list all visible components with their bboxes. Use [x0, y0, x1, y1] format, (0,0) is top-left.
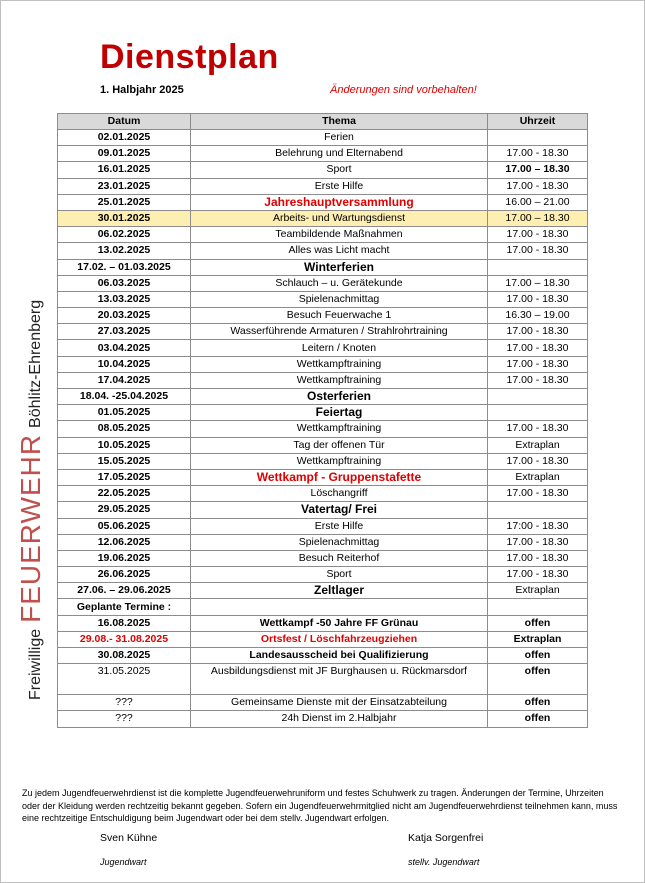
cell-date: 03.04.2025: [58, 340, 191, 356]
table-row: [58, 695, 588, 711]
table-row: [58, 550, 588, 566]
table-row: [58, 194, 588, 210]
cell-date: 17.02. – 01.03.2025: [58, 259, 191, 275]
cell-time: 17.00 - 18.30: [488, 146, 588, 162]
cell-date: 15.05.2025: [58, 453, 191, 469]
cell-topic: Leitern / Knoten: [191, 340, 488, 356]
table-row: [58, 178, 588, 194]
cell-time: 17.00 – 18.30: [488, 162, 588, 178]
cell-time: 17:00 - 18.30: [488, 518, 588, 534]
cell-time: offen: [488, 695, 588, 711]
cell-time: [488, 389, 588, 405]
table-row: [58, 486, 588, 502]
footer-notice: Zu jedem Jugendfeuerwehrdienst ist die komplette Jugendfeuerwehruniform und festes Schuhwerk zu tragen. Änderungen der Termine, Uhrzeiten oder der Kleidung werden rechtzeitig bekannt gegeben. Sofern ein Jugendfeuerwehrmitglied nicht am Jugendfeuerwehrdienst teilnehmen kann, muss eine rechtzeitige Entschuldigung beim Jugendwart oder bei dem stellv. Jugendwart erfolgen.: [22, 788, 618, 823]
table-row: [58, 130, 588, 146]
table-row: [58, 291, 588, 307]
table-row: [58, 389, 588, 405]
cell-time: 17.00 - 18.30: [488, 372, 588, 388]
cell-time: [488, 130, 588, 146]
column-header-time: Uhrzeit: [488, 114, 588, 130]
cell-date: ???: [58, 711, 191, 727]
vertical-label-line3: Böhlitz-Ehrenberg: [27, 299, 44, 428]
cell-topic: Wettkampftraining: [191, 356, 488, 372]
column-header-date: Datum: [58, 114, 191, 130]
cell-date: 23.01.2025: [58, 178, 191, 194]
signer2-name: Katja Sorgenfrei: [408, 832, 484, 844]
cell-topic: Schlauch – u. Gerätekunde: [191, 275, 488, 291]
cell-topic: Feiertag: [191, 405, 488, 421]
cell-topic: Gemeinsame Dienste mit der Einsatzabteilung: [191, 695, 488, 711]
cell-date: 16.08.2025: [58, 615, 191, 631]
table-row: [58, 227, 588, 243]
cell-date: 09.01.2025: [58, 146, 191, 162]
table-row: [58, 340, 588, 356]
cell-date: 27.06. – 29.06.2025: [58, 583, 191, 599]
cell-topic: Wettkampftraining: [191, 372, 488, 388]
cell-topic: Spielenachmittag: [191, 534, 488, 550]
cell-topic: Wettkampf - Gruppenstafette: [191, 469, 488, 485]
table-row: [58, 405, 588, 421]
half-year-label: 1. Halbjahr 2025: [100, 84, 184, 96]
cell-date: 12.06.2025: [58, 534, 191, 550]
cell-time: 17.00 - 18.30: [488, 486, 588, 502]
table-row: [58, 275, 588, 291]
cell-topic: Ferien: [191, 130, 488, 146]
table-row: [58, 664, 588, 695]
table-row-highlighted: [58, 210, 588, 226]
table-row: [58, 437, 588, 453]
cell-topic: Erste Hilfe: [191, 178, 488, 194]
cell-topic: Tag der offenen Tür: [191, 437, 488, 453]
vertical-label-line1: Freiwillige: [27, 628, 44, 700]
cell-topic: Ausbildungsdienst mit JF Burghausen u. Rückmarsdorf: [191, 664, 488, 695]
cell-topic: Sport: [191, 567, 488, 583]
cell-date: 06.03.2025: [58, 275, 191, 291]
cell-time: 17.00 - 18.30: [488, 567, 588, 583]
cell-time: [488, 502, 588, 518]
table-row: [58, 469, 588, 485]
cell-date: 10.05.2025: [58, 437, 191, 453]
table-row: [58, 453, 588, 469]
cell-time: offen: [488, 664, 588, 695]
cell-time: Extraplan: [488, 631, 588, 647]
cell-date: 20.03.2025: [58, 308, 191, 324]
cell-time: 17.00 - 18.30: [488, 340, 588, 356]
cell-date: 13.02.2025: [58, 243, 191, 259]
table-row: [58, 534, 588, 550]
cell-date: 25.01.2025: [58, 194, 191, 210]
table-header-row: [58, 114, 588, 130]
cell-topic: Arbeits- und Wartungsdienst: [191, 210, 488, 226]
column-header-topic: Thema: [191, 114, 488, 130]
cell-topic: Wettkampf -50 Jahre FF Grünau: [191, 615, 488, 631]
table-row: [58, 711, 588, 727]
table-row: [58, 567, 588, 583]
cell-topic: Löschangriff: [191, 486, 488, 502]
cell-topic: [191, 599, 488, 615]
signer1-name: Sven Kühne: [100, 832, 158, 844]
cell-topic: Ortsfest / Löschfahrzeugziehen: [191, 631, 488, 647]
cell-date: 17.04.2025: [58, 372, 191, 388]
page-title: Dienstplan: [100, 38, 279, 76]
cell-date: 05.06.2025: [58, 518, 191, 534]
cell-topic: Wasserführende Armaturen / Strahlrohrtraining: [191, 324, 488, 340]
changes-note: Änderungen sind vorbehalten!: [330, 84, 477, 96]
vertical-label-line2: FEUERWEHR: [15, 433, 46, 623]
cell-topic: Belehrung und Elternabend: [191, 146, 488, 162]
cell-time: 17.00 - 18.30: [488, 178, 588, 194]
cell-date: 31.05.2025: [58, 664, 191, 695]
cell-date: 17.05.2025: [58, 469, 191, 485]
cell-topic: Erste Hilfe: [191, 518, 488, 534]
cell-date: ???: [58, 695, 191, 711]
cell-topic: Besuch Feuerwache 1: [191, 308, 488, 324]
cell-date: 10.04.2025: [58, 356, 191, 372]
cell-date: 13.03.2025: [58, 291, 191, 307]
cell-date: 30.01.2025: [58, 210, 191, 226]
cell-time: [488, 259, 588, 275]
cell-topic: Vatertag/ Frei: [191, 502, 488, 518]
cell-date: 19.06.2025: [58, 550, 191, 566]
table-row: [58, 502, 588, 518]
cell-date: 01.05.2025: [58, 405, 191, 421]
cell-date: 29.08.- 31.08.2025: [58, 631, 191, 647]
cell-date: 08.05.2025: [58, 421, 191, 437]
cell-topic: Osterferien: [191, 389, 488, 405]
table-row: [58, 259, 588, 275]
cell-time: 16.30 – 19.00: [488, 308, 588, 324]
cell-topic: Alles was Licht macht: [191, 243, 488, 259]
cell-date: 29.05.2025: [58, 502, 191, 518]
table-row: [58, 243, 588, 259]
cell-time: [488, 405, 588, 421]
table-row: [58, 518, 588, 534]
schedule-table: [57, 113, 588, 728]
cell-date: 16.01.2025: [58, 162, 191, 178]
cell-time: 17.00 - 18.30: [488, 324, 588, 340]
table-row: [58, 583, 588, 599]
signer2-role: stellv. Jugendwart: [408, 857, 480, 867]
table-row: [58, 356, 588, 372]
cell-time: offen: [488, 711, 588, 727]
cell-time: offen: [488, 615, 588, 631]
cell-topic: Spielenachmittag: [191, 291, 488, 307]
cell-topic: 24h Dienst im 2.Halbjahr: [191, 711, 488, 727]
table-row-section-planned: [58, 599, 588, 615]
cell-topic: Sport: [191, 162, 488, 178]
cell-topic: Wettkampftraining: [191, 421, 488, 437]
cell-time: 17.00 - 18.30: [488, 243, 588, 259]
cell-topic: Wettkampftraining: [191, 453, 488, 469]
cell-time: 17.00 - 18.30: [488, 291, 588, 307]
cell-time: 17.00 - 18.30: [488, 534, 588, 550]
signer1-role: Jugendwart: [100, 857, 147, 867]
cell-topic: Teambildende Maßnahmen: [191, 227, 488, 243]
cell-date: 02.01.2025: [58, 130, 191, 146]
cell-time: 17.00 - 18.30: [488, 453, 588, 469]
cell-date: 27.03.2025: [58, 324, 191, 340]
cell-date: 06.02.2025: [58, 227, 191, 243]
cell-time: 16.00 – 21.00: [488, 194, 588, 210]
table-row: [58, 308, 588, 324]
cell-section-label: Geplante Termine :: [58, 599, 191, 615]
table-row: [58, 648, 588, 664]
cell-topic: Jahreshauptversammlung: [191, 194, 488, 210]
cell-date: 18.04. -25.04.2025: [58, 389, 191, 405]
cell-topic: Landesausscheid bei Qualifizierung: [191, 648, 488, 664]
table-row: [58, 324, 588, 340]
cell-time: [488, 599, 588, 615]
cell-topic: Besuch Reiterhof: [191, 550, 488, 566]
cell-topic: Winterferien: [191, 259, 488, 275]
cell-time: Extraplan: [488, 437, 588, 453]
cell-time: 17.00 - 18.30: [488, 550, 588, 566]
table-row: [58, 146, 588, 162]
table-row: [58, 421, 588, 437]
cell-date: 30.08.2025: [58, 648, 191, 664]
cell-date: 26.06.2025: [58, 567, 191, 583]
cell-time: Extraplan: [488, 583, 588, 599]
cell-time: 17.00 – 18.30: [488, 275, 588, 291]
table-row: [58, 162, 588, 178]
cell-time: 17.00 - 18.30: [488, 356, 588, 372]
cell-time: 17.00 - 18.30: [488, 227, 588, 243]
cell-topic: Zeltlager: [191, 583, 488, 599]
table-row: [58, 631, 588, 647]
cell-time: 17.00 – 18.30: [488, 210, 588, 226]
cell-time: 17.00 - 18.30: [488, 421, 588, 437]
cell-date: 22.05.2025: [58, 486, 191, 502]
cell-time: Extraplan: [488, 469, 588, 485]
cell-time: offen: [488, 648, 588, 664]
table-row: [58, 615, 588, 631]
table-row: [58, 372, 588, 388]
